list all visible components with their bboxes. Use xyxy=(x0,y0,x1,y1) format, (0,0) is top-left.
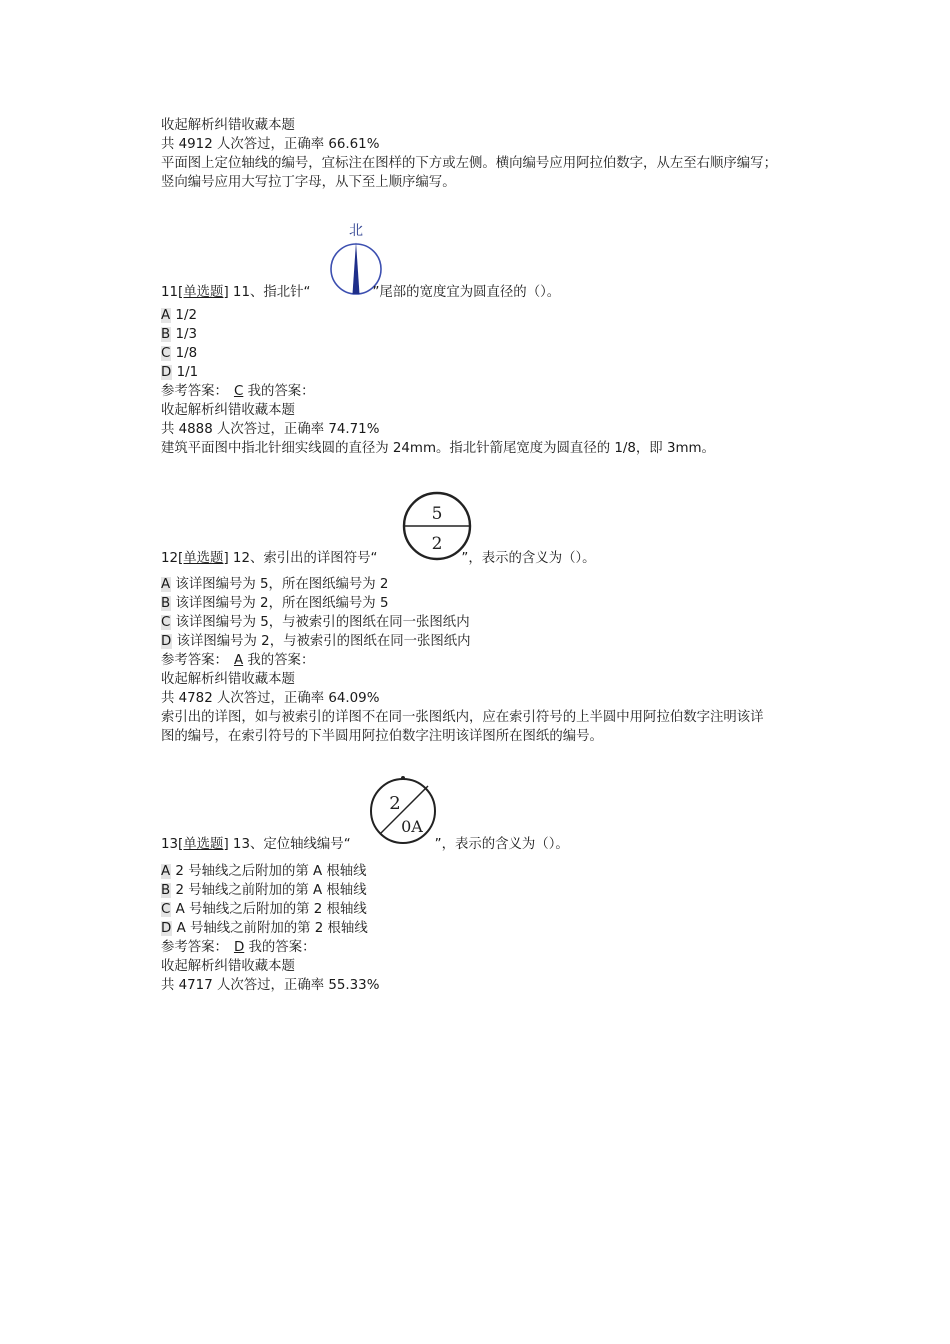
reference-answer-label: 参考答案： xyxy=(161,940,228,955)
option-c[interactable] xyxy=(161,900,367,919)
axis-circle-mark xyxy=(401,776,405,780)
question-type-link[interactable]: [单选题] xyxy=(178,837,229,852)
axis-bottom-label: 0A xyxy=(401,817,423,836)
question-actions[interactable]: 收起解析纠错收藏本题 xyxy=(161,959,295,974)
north-label: 北 xyxy=(349,223,363,239)
option-letter: B xyxy=(161,327,171,342)
question-actions[interactable]: 收起解析纠错收藏本题 xyxy=(161,403,295,418)
option-letter: A xyxy=(161,864,171,879)
question-type-link[interactable]: [单选题] xyxy=(178,285,229,300)
question-stem xyxy=(161,283,560,302)
option-a[interactable] xyxy=(161,306,197,325)
option-letter: C xyxy=(161,615,171,630)
option-d[interactable] xyxy=(161,632,471,651)
option-b[interactable] xyxy=(161,881,367,900)
option-letter: C xyxy=(161,902,171,917)
question-stem-start: 13、定位轴线编号“ xyxy=(228,837,351,852)
explanation-text: 索引出的详图，如与被索引的详图不在同一张图纸内，应在索引符号的上半圆中用阿拉伯数字注明该详 xyxy=(161,710,764,725)
reference-answer-label: 参考答案： xyxy=(161,384,228,399)
explanation-text: 平面图上定位轴线的编号，宜标注在图样的下方或左侧。横向编号应用阿拉伯数字，从左至右顺序编写； xyxy=(161,156,777,171)
answer-stats: 共 4912 人次答过，正确率 66.61% xyxy=(161,137,380,152)
explanation-text: 建筑平面图中指北针细实线圆的直径为 24mm。指北针箭尾宽度为圆直径的 1/8，即 3mm。 xyxy=(161,441,715,456)
question-actions[interactable]: 收起解析纠错收藏本题 xyxy=(161,672,295,687)
option-letter: B xyxy=(161,596,171,611)
option-c[interactable] xyxy=(161,613,470,632)
index-bottom-number: 2 xyxy=(431,534,443,554)
option-text: 1/3 xyxy=(171,327,197,342)
question-stem-end: ”，表示的含义为（）。 xyxy=(434,837,569,852)
question-stem-start: 11、指北针“ xyxy=(228,285,311,300)
option-text: A 号轴线之后附加的第 2 根轴线 xyxy=(171,902,367,917)
option-b[interactable] xyxy=(161,325,197,344)
option-letter: A xyxy=(161,577,171,592)
option-text: 该详图编号为 2，与被索引的图纸在同一张图纸内 xyxy=(172,634,471,649)
question-stem-end: ”尾部的宽度宜为圆直径的（）。 xyxy=(372,285,561,300)
question-type-link[interactable]: [单选题] xyxy=(178,551,229,566)
question-number: 13 xyxy=(161,837,179,852)
option-text: 2 号轴线之后附加的第 A 根轴线 xyxy=(171,864,367,879)
option-letter: C xyxy=(161,346,171,361)
my-answer-label: 我的答案： xyxy=(243,384,315,399)
question-number: 12 xyxy=(161,551,179,566)
explanation-text: 竖向编号应用大写拉丁字母，从下至上顺序编写。 xyxy=(161,175,456,190)
question-stem xyxy=(161,835,569,854)
option-a[interactable] xyxy=(161,862,367,881)
reference-answer: C xyxy=(233,384,244,399)
option-text: 1/8 xyxy=(171,346,198,361)
index-top-number: 5 xyxy=(431,504,443,524)
my-answer-label: 我的答案： xyxy=(243,653,315,668)
reference-answer: A xyxy=(233,653,244,668)
option-text: 该详图编号为 5，与被索引的图纸在同一张图纸内 xyxy=(171,615,470,630)
answer-stats: 共 4782 人次答过，正确率 64.09% xyxy=(161,691,380,706)
reference-answer-label: 参考答案： xyxy=(161,653,228,668)
option-letter: A xyxy=(161,308,171,323)
option-letter: B xyxy=(161,883,171,898)
reference-answer: D xyxy=(233,940,245,955)
option-text: A 号轴线之前附加的第 2 根轴线 xyxy=(172,921,368,936)
explanation-text: 图的编号，在索引符号的下半圆用阿拉伯数字注明该详图所在图纸的编号。 xyxy=(161,729,603,744)
answer-line xyxy=(161,651,314,670)
option-d[interactable] xyxy=(161,363,198,382)
option-text: 2 号轴线之前附加的第 A 根轴线 xyxy=(171,883,367,898)
answer-stats: 共 4888 人次答过，正确率 74.71% xyxy=(161,422,380,437)
option-text: 该详图编号为 2，所在图纸编号为 5 xyxy=(171,596,389,611)
option-text: 1/2 xyxy=(171,308,197,323)
option-letter: D xyxy=(161,634,172,649)
option-d[interactable] xyxy=(161,919,368,938)
option-c[interactable] xyxy=(161,344,197,363)
option-text: 该详图编号为 5，所在图纸编号为 2 xyxy=(171,577,389,592)
option-letter: D xyxy=(161,365,172,380)
question-stem xyxy=(161,549,596,568)
answer-line xyxy=(161,938,315,957)
question-number: 11 xyxy=(161,285,179,300)
axis-top-number: 2 xyxy=(389,793,401,814)
option-letter: D xyxy=(161,921,172,936)
answer-stats: 共 4717 人次答过，正确率 55.33% xyxy=(161,978,380,993)
question-actions[interactable]: 收起解析纠错收藏本题 xyxy=(161,118,295,133)
answer-line xyxy=(161,382,315,401)
question-stem-end: ”，表示的含义为（）。 xyxy=(461,551,596,566)
option-text: 1/1 xyxy=(172,365,199,380)
option-b[interactable] xyxy=(161,594,388,613)
my-answer-label: 我的答案： xyxy=(244,940,316,955)
option-a[interactable] xyxy=(161,575,388,594)
question-stem-start: 12、索引出的详图符号“ xyxy=(228,551,378,566)
